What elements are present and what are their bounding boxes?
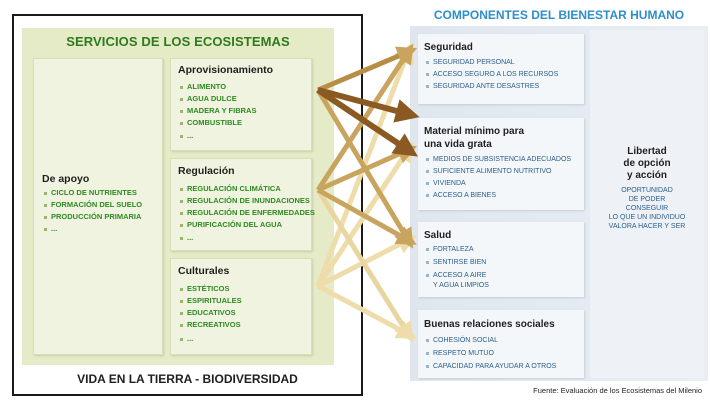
social-relations-item: COHESIÓN SOCIAL [426, 336, 498, 345]
provisioning-item: MADERA Y FIBRAS [180, 106, 256, 115]
basic-material-item: ACCESO A BIENES [426, 191, 496, 200]
cultural-item: RECREATIVOS [180, 320, 241, 329]
regulating-item: PURIFICACIÓN DEL AGUA [180, 220, 282, 229]
wellbeing-title: COMPONENTES DEL BIENESTAR HUMANO [433, 8, 685, 22]
security-item: SEGURIDAD ANTE DESASTRES [426, 82, 539, 91]
supporting-item: FORMACIÓN DEL SUELO [44, 200, 142, 209]
freedom-description: OPORTUNIDAD DE PODER CONSEGUIR LO QUE UN INDIVIDUO VALORA HACER Y SER [608, 187, 686, 230]
health-item: SENTIRSE BIEN [426, 258, 486, 267]
biodiversity-label: VIDA EN LA TIERRA - BIODIVERSIDAD [77, 372, 298, 386]
regulating-item: REGULACIÓN DE INUNDACIONES [180, 196, 310, 205]
cultural-item: ... [180, 334, 193, 343]
supporting-item: CICLO DE NUTRIENTES [44, 188, 137, 197]
social-relations-item: RESPETO MUTUO [426, 349, 494, 358]
linkage-arrows [300, 40, 420, 360]
social-relations-item: CAPACIDAD PARA AYUDAR A OTROS [426, 362, 556, 371]
provisioning-item: AGUA DULCE [180, 94, 237, 103]
regulating-services-title: Regulación [178, 165, 235, 177]
supporting-item: PRODUCCIÓN PRIMARIA [44, 212, 141, 221]
supporting-item: ... [44, 224, 57, 233]
ecosystem-services-title: SERVICIOS DE LOS ECOSISTEMAS [66, 34, 290, 49]
regulating-item: REGULACIÓN DE ENFERMEDADES [180, 208, 315, 217]
source-note: Fuente: Evaluación de los Ecosistemas del Milenio [533, 386, 702, 395]
supporting-services-title: De apoyo [42, 173, 90, 185]
cultural-item: ESTÉTICOS [180, 284, 230, 293]
regulating-item: REGULACIÓN CLIMÁTICA [180, 184, 281, 193]
health-item: Y AGUA LIMPIOS [433, 282, 489, 289]
cultural-services-title: Culturales [178, 265, 230, 277]
security-item: ACCESO SEGURO A LOS RECURSOS [426, 70, 558, 79]
provisioning-item: ... [180, 131, 193, 140]
provisioning-services-title: Aprovisionamiento [178, 64, 274, 76]
freedom-title: Libertad de opción y acción [623, 146, 671, 181]
social-relations-title: Buenas relaciones sociales [424, 319, 555, 330]
cultural-item: EDUCATIVOS [180, 308, 236, 317]
basic-material-title: Material mínimo para una vida grata [424, 126, 525, 150]
security-title: Seguridad [424, 42, 473, 53]
security-item: SEGURIDAD PERSONAL [426, 58, 515, 67]
provisioning-item: COMBUSTIBLE [180, 118, 242, 127]
health-title: Salud [424, 230, 452, 241]
basic-material-item: SUFICIENTE ALIMENTO NUTRITIVO [426, 167, 552, 176]
regulating-item: ... [180, 233, 193, 242]
basic-material-item: VIVIENDA [426, 179, 466, 188]
cultural-item: ESPIRITUALES [180, 296, 242, 305]
provisioning-item: ALIMENTO [180, 82, 226, 91]
health-item: ACCESO A AIRE [426, 271, 486, 280]
health-item: FORTALEZA [426, 245, 474, 254]
basic-material-item: MEDIOS DE SUBSISTENCIA ADECUADOS [426, 155, 571, 164]
